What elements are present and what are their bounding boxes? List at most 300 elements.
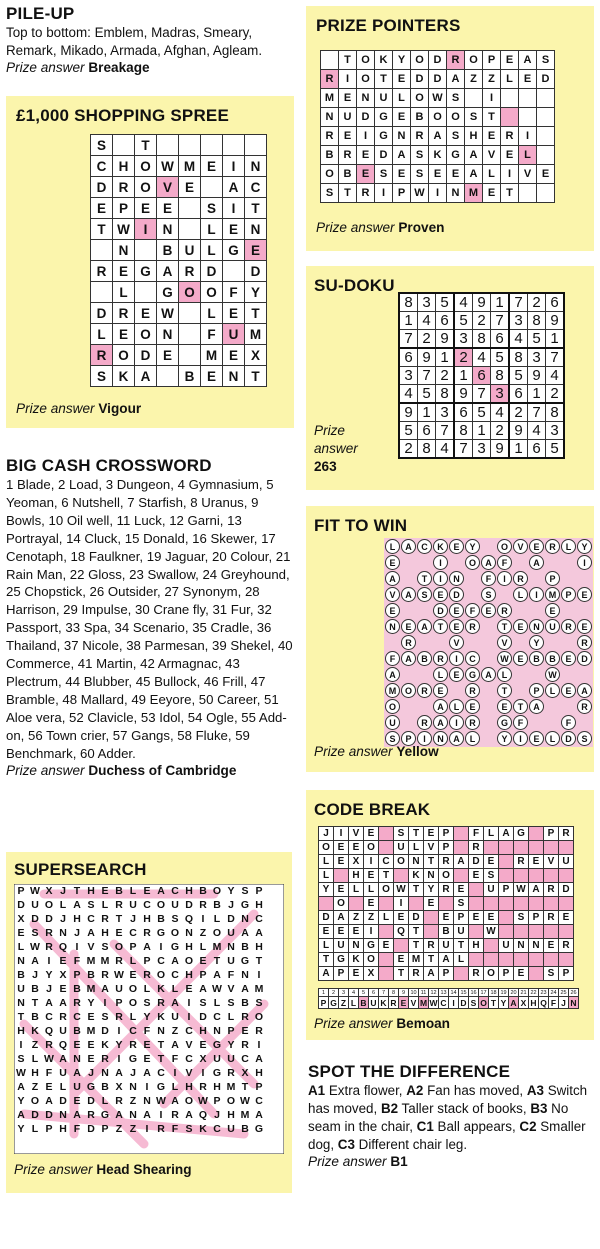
grid-cell: G [156,1081,166,1093]
grid-cell: W [514,883,529,897]
grid-cell: D [135,345,157,366]
grid-cell: D [559,883,574,897]
grid-cell [409,897,424,911]
grid-cell [481,651,496,666]
prize-value: Bemoan [396,1016,450,1031]
grid-cell [465,571,480,586]
grid-cell: E [529,731,544,746]
grid-cell: 6 [509,385,528,404]
grid-cell: G [100,1109,110,1121]
grid-cell: U [171,899,179,911]
grid-cell: E [101,885,109,897]
grid-cell: A [447,70,465,89]
grid-cell: L [465,731,480,746]
grid-cell: T [157,1053,165,1065]
grid-cell [349,897,364,911]
grid-cell: A [45,1095,53,1107]
grid-cell: B [157,913,165,925]
grid-cell: S [447,127,465,146]
grid-cell: E [334,925,349,939]
grid-cell: C [185,1025,193,1037]
grid-cell: S [101,941,109,953]
grid-cell: M [465,184,483,203]
grid-cell: T [497,683,512,698]
grid-cell: C [255,913,263,925]
grid-cell: R [514,855,529,869]
grid-cell: D [460,997,467,1008]
grid-cell: Z [31,1081,39,1093]
grid-cell: 8 [418,440,436,459]
grid-cell: A [185,1109,193,1121]
grid-cell: A [319,967,334,981]
grid-cell: 1 [418,403,436,422]
grid-cell: 9 [418,348,436,367]
grid-cell: X [519,997,529,1009]
grid-cell: B [360,997,367,1008]
grid-cell: B [199,885,207,897]
grid-cell: L [201,240,223,261]
grid-cell: R [91,345,113,366]
grid-cell: O [497,539,512,554]
grid-cell: A [157,885,165,897]
grid-cell: E [469,911,484,925]
grid-cell: T [417,571,432,586]
grid-cell [481,539,496,554]
grid-cell: I [364,855,379,869]
grid-cell: N [157,1025,165,1037]
grid-cell: R [339,146,357,165]
grid-cell: M [179,156,201,177]
grid-cell: L [17,941,25,953]
grid-cell: Y [227,1039,235,1051]
grid-cell: F [227,969,235,981]
grid-cell: R [469,841,484,855]
grid-cell: O [135,324,157,345]
grid-cell: E [135,198,157,219]
grid-cell: M [226,1081,236,1093]
grid-cell [544,897,559,911]
grid-cell: N [157,324,179,345]
grid-cell [544,953,559,967]
grid-cell: D [357,108,375,127]
grid-cell: P [529,683,544,698]
prize-value: Proven [398,220,445,235]
grid-cell: E [385,603,400,618]
grid-cell: R [241,1039,249,1051]
grid-cell: R [255,1025,263,1037]
grid-cell: E [91,198,113,219]
grid-cell [401,555,416,570]
grid-cell: 6 [454,403,473,422]
grid-cell: 25 [560,989,567,996]
grid-cell: P [529,911,544,925]
grid-cell: P [17,885,25,897]
grid-cell [514,953,529,967]
grid-cell: E [73,1039,81,1051]
grid-cell: A [454,855,469,869]
grid-cell: 2 [418,330,436,349]
prize-value: Head Shearing [96,1162,192,1177]
grid-cell: O [114,941,124,953]
grid-cell: M [419,997,428,1008]
grid-cell: R [559,827,574,841]
grid-cell: 7 [454,440,473,459]
grid-cell: S [544,967,559,981]
grid-cell [499,869,514,883]
prize-label: Prize answer [316,220,395,235]
grid-cell: V [424,841,439,855]
grid-cell [481,715,496,730]
grid-cell: T [501,184,519,203]
grid-cell [401,571,416,586]
grid-cell: 9 [399,989,409,997]
grid-cell: W [545,667,560,682]
grid-cell: E [143,1039,151,1051]
grid-cell [401,603,416,618]
grid-cell: A [87,927,95,939]
grid-cell: S [31,927,39,939]
grid-cell [469,897,484,911]
grid-cell: L [129,1011,137,1023]
grid-cell: O [394,855,409,869]
grid-cell: R [544,911,559,925]
grid-cell: 8 [528,312,546,330]
grid-cell: X [245,345,267,366]
grid-cell: E [529,855,544,869]
grid-cell: K [101,1039,109,1051]
grid-cell: E [433,683,448,698]
grid-cell: N [529,939,544,953]
grid-cell: E [449,619,464,634]
grid-cell: B [157,240,179,261]
grid-cell [484,939,499,953]
grid-cell: N [129,1109,137,1121]
grid-cell: Q [58,941,68,953]
grid-cell: L [501,70,519,89]
grid-cell: 2 [399,440,418,459]
grid-cell: E [241,1025,249,1037]
grid-cell: 8 [436,385,455,404]
grid-cell: I [135,219,157,240]
grid-cell: W [240,1095,250,1107]
grid-cell: Y [319,883,334,897]
grid-cell: E [45,1081,53,1093]
grid-cell: 5 [528,330,546,349]
grid-cell: H [199,1025,207,1037]
grid-cell: S [469,997,479,1009]
grid-cell: E [433,587,448,602]
grid-cell: P [101,1123,109,1135]
grid-cell: G [86,1081,96,1093]
grid-cell [529,827,544,841]
grid-cell: W [212,983,222,995]
grid-cell: U [334,939,349,953]
grid-cell: A [449,731,464,746]
grid-cell: G [364,939,379,953]
grid-cell: H [469,939,484,953]
prize-value: Breakage [88,59,150,75]
grid-cell: E [364,869,379,883]
grid-cell: A [577,683,592,698]
difference-text: Smaller dog, [308,1119,586,1152]
grid-cell: Z [483,70,501,89]
grid-cell: Y [497,731,512,746]
grid-cell: 2 [329,989,339,997]
grid-cell: K [375,51,393,70]
grid-cell: S [411,146,429,165]
grid-cell: 2 [473,312,491,330]
grid-cell: 8 [509,348,528,367]
grid-cell: R [469,967,484,981]
grid-cell: N [447,184,465,203]
grid-cell: L [561,539,576,554]
grid-cell: I [577,555,592,570]
grid-cell: H [185,941,193,953]
grid-cell: N [113,240,135,261]
grid-cell: B [241,997,249,1009]
grid-cell: D [31,1109,39,1121]
grid-cell: L [171,983,179,995]
grid-cell [401,715,416,730]
grid-cell: L [484,827,499,841]
grid-cell: R [227,1067,235,1079]
grid-cell: 9 [546,312,565,330]
grid-cell: W [429,89,447,108]
grid-cell [519,108,537,127]
grid-cell: N [357,89,375,108]
grid-cell: 7 [379,989,389,997]
grid-cell: S [185,1123,193,1135]
grid-cell [577,603,592,618]
grid-cell: 12 [430,989,437,996]
grid-cell: P [544,827,559,841]
grid-cell: E [364,897,379,911]
grid-cell: 2 [454,348,473,367]
grid-cell [577,571,592,586]
grid-cell: 20 [510,989,517,996]
grid-cell: A [73,1109,81,1121]
grid-cell: E [87,1039,95,1051]
grid-cell: T [489,997,499,1009]
grid-cell: O [135,156,157,177]
grid-cell: R [401,635,416,650]
grid-cell: 5 [436,293,455,312]
grid-cell: I [429,184,447,203]
grid-cell: L [393,89,411,108]
grid-cell: C [465,651,480,666]
grid-cell: G [240,955,250,967]
grid-cell: U [454,925,469,939]
grid-cell: V [157,177,179,198]
grid-cell: H [185,1081,193,1093]
grid-cell: C [171,969,179,981]
grid-cell: D [87,1095,95,1107]
grid-cell: R [577,699,592,714]
prize-label-2: answer [314,441,358,456]
grid-cell: R [465,683,480,698]
grid-cell: E [385,555,400,570]
grid-cell: A [510,997,517,1008]
grid-cell: O [319,841,334,855]
grid-cell: S [101,1011,109,1023]
grid-cell: V [87,941,95,953]
pileup-title: PILE-UP [6,4,75,23]
grid-cell: O [156,899,166,911]
grid-cell: A [143,1109,151,1121]
grid-cell: T [31,997,39,1009]
grid-cell [561,667,576,682]
grid-cell: I [501,165,519,184]
grid-cell: H [113,156,135,177]
grid-cell: E [115,927,123,939]
grid-cell: C [45,1011,53,1023]
spot-title: SPOT THE DIFFERENCE [308,1062,511,1081]
grid-cell: L [545,731,560,746]
grid-cell [334,869,349,883]
grid-cell: A [424,967,439,981]
grid-cell: U [545,619,560,634]
grid-cell: R [465,619,480,634]
difference-text: Fan has moved, [423,1083,527,1098]
grid-cell: W [30,941,40,953]
grid-cell: D [449,587,464,602]
grid-cell: E [545,603,560,618]
grid-cell: R [545,539,560,554]
grid-cell: A [481,667,496,682]
grid-cell: A [223,177,245,198]
grid-cell: B [417,651,432,666]
grid-cell: L [385,539,400,554]
grid-cell: G [128,1053,138,1065]
grid-cell: O [201,282,223,303]
grid-cell: W [157,156,179,177]
grid-cell [439,897,454,911]
grid-cell: 1 [528,385,546,404]
grid-cell: R [101,913,109,925]
grid-cell: N [529,619,544,634]
grid-cell: E [143,1053,151,1065]
grid-cell: E [201,366,223,387]
grid-cell: U [73,1081,81,1093]
grid-cell: P [319,997,329,1009]
grid-cell: P [559,967,574,981]
grid-cell [577,667,592,682]
grid-cell: L [171,1081,179,1093]
grid-cell: G [465,667,480,682]
grid-cell: 7 [509,293,528,312]
grid-cell: 4 [399,385,418,404]
grid-cell: Y [87,997,95,1009]
grid-cell: E [157,198,179,219]
grid-cell: T [157,1039,165,1051]
grid-cell: 5 [546,440,565,459]
grid-cell: I [201,1067,205,1079]
grid-cell: G [156,927,166,939]
grid-cell: A [401,651,416,666]
grid-cell: N [17,997,25,1009]
grid-cell [321,51,339,70]
grid-cell [559,925,574,939]
grid-cell: S [385,731,400,746]
grid-cell [513,683,528,698]
grid-cell [417,635,432,650]
grid-cell: I [47,955,51,967]
grid-cell: R [101,1053,109,1065]
grid-cell: L [113,282,135,303]
grid-cell: R [513,571,528,586]
grid-cell: K [380,997,387,1008]
grid-cell: C [213,1123,221,1135]
grid-cell: N [143,1095,151,1107]
grid-cell [379,827,394,841]
grid-cell: 3 [454,330,473,349]
grid-cell: N [59,927,67,939]
grid-cell: D [433,603,448,618]
grid-cell: E [399,997,409,1009]
grid-cell: E [339,127,357,146]
grid-cell: A [213,969,221,981]
grid-cell: E [483,127,501,146]
grid-cell: E [73,1095,81,1107]
grid-cell: E [364,827,379,841]
grid-cell: A [17,1081,25,1093]
grid-cell: H [255,941,263,953]
grid-cell: Q [184,913,194,925]
grid-cell: A [529,883,544,897]
code-break-key [318,988,579,1009]
grid-cell: Y [393,51,411,70]
grid-cell: D [91,303,113,324]
grid-cell: Z [364,911,379,925]
grid-cell: 3 [473,440,491,459]
grid-cell [465,587,480,602]
grid-cell: W [198,1095,208,1107]
grid-cell: O [357,51,375,70]
grid-cell: B [321,146,339,165]
grid-cell: T [241,1081,249,1093]
grid-cell: A [59,997,67,1009]
grid-cell [545,715,560,730]
grid-cell: N [321,108,339,127]
grid-cell: W [113,219,135,240]
grid-cell: R [561,619,576,634]
grid-cell: C [73,1011,81,1023]
grid-cell: O [465,51,483,70]
grid-cell: E [513,651,528,666]
grid-cell: H [31,1067,39,1079]
grid-cell: F [73,955,81,967]
grid-cell: N [245,219,267,240]
grid-cell: O [113,345,135,366]
grid-cell: Y [499,997,509,1009]
grid-cell: I [519,127,537,146]
grid-cell: 9 [436,330,455,349]
grid-cell: S [321,184,339,203]
grid-cell: F [513,715,528,730]
grid-cell: R [357,184,375,203]
grid-cell: 21 [520,989,527,996]
grid-cell: S [484,869,499,883]
grid-cell: N [59,1109,67,1121]
grid-cell: E [129,969,137,981]
grid-cell: U [179,240,201,261]
grid-cell: O [429,108,447,127]
grid-cell: S [537,51,555,70]
grid-cell: L [31,1053,39,1065]
grid-cell: N [129,1081,137,1093]
grid-cell: A [73,1067,81,1079]
grid-cell: 4 [349,989,359,997]
